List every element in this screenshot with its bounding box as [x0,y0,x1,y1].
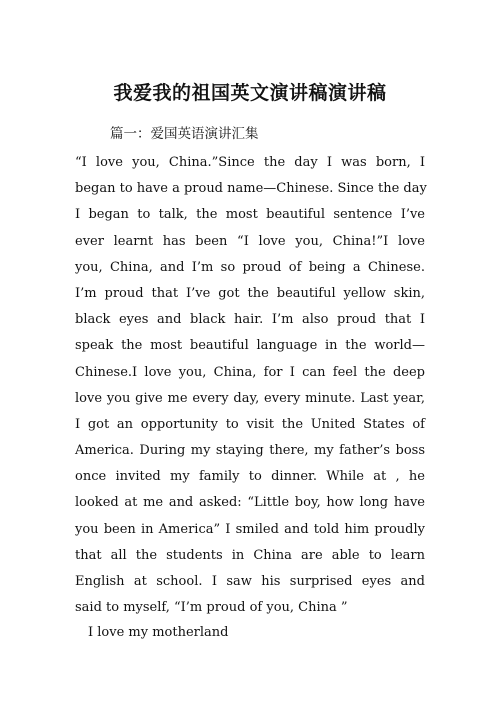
body-line: you, China, and I’m so proud of being a Chinese. [75,259,425,275]
body-line: looked at me and asked: “Little boy, how long have [75,495,425,511]
body-line: I’m proud that I’ve got the beautiful yellow skin, [75,285,425,301]
body-line: I got an opportunity to visit the United States of [75,416,425,432]
body-line: America. During my staying there, my father’s boss [75,443,425,459]
closing-line: I love my motherland [88,625,229,640]
body-line: once invited my family to dinner. While at , he [75,469,425,485]
body-line: ever learnt has been “I love you, China!”I love [75,233,425,249]
body-line: began to have a proud name—Chinese. Since the day [75,181,427,197]
body-line: that all the students in China are able to learn [75,547,425,563]
body-line: English at school. I saw his surprised eyes and [75,574,425,589]
body-line: said to myself, “I’m proud of you, China ” [75,600,348,616]
body-line: love you give me every day, every minute. Last year, [75,390,425,406]
body-paragraph [75,150,425,621]
body-line: Chinese.I love you, China, for I can feel the deep [75,364,425,380]
body-line: you been in America” I smiled and told him proudly [75,521,425,537]
body-line: speak the most beautiful language in the world— [75,338,425,354]
body-line: black eyes and black hair. I’m also proud that I [75,312,425,328]
section-subheading: 篇一：爱国英语演讲汇集 [110,126,259,142]
document-title: 我爱我的祖国英文演讲稿演讲稿 [113,82,387,104]
body-line: I began to talk, the most beautiful sentence I’ve [75,207,425,223]
body-line: “I love you, China.”Since the day I was born, I [75,155,425,170]
